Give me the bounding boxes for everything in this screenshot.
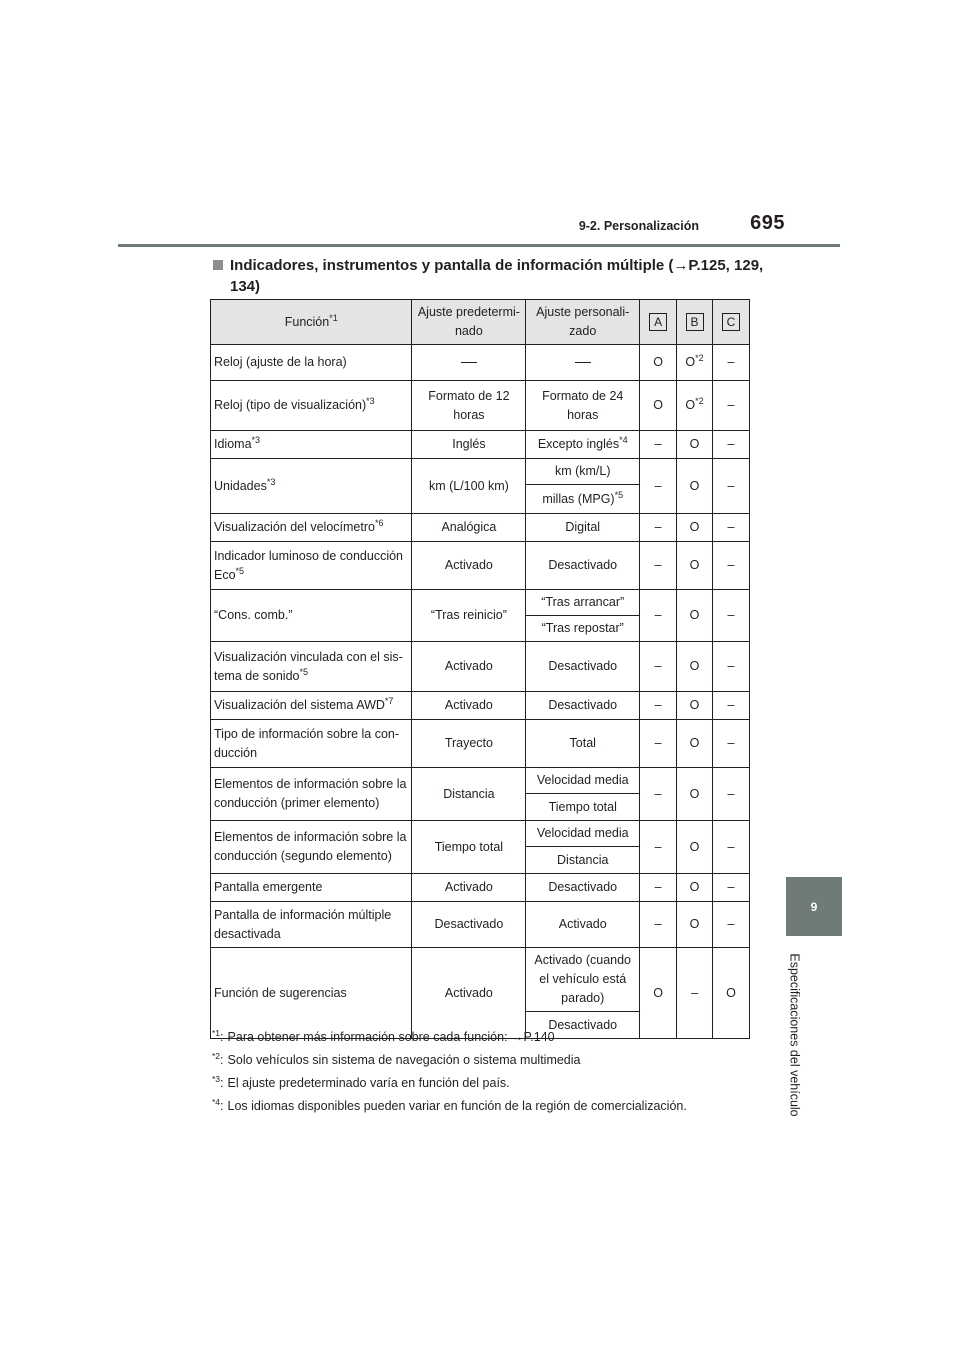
cell-a: O (640, 381, 677, 431)
header-custom: Ajuste personali- zado (526, 300, 640, 345)
cell-function: Visualización vinculada con el sis- tema de sonido$^{*5}$ (211, 642, 412, 692)
table-row (211, 642, 750, 692)
header-function: Función$^{*1}$ (211, 300, 412, 345)
cell-custom: Desactivado (526, 692, 640, 720)
cell-c: – (713, 821, 750, 874)
page-number: 695 (750, 212, 785, 234)
cell-c: – (713, 692, 750, 720)
cell-default: Tiempo total (412, 821, 526, 874)
cell-function: Visualización del velocímetro$^{*6}$ (211, 514, 412, 542)
cell-c: – (713, 345, 750, 381)
cell-b: O (677, 821, 713, 874)
cell-c: – (713, 874, 750, 902)
cell-function: Indicador luminoso de conducción Eco$^{*5}$ (211, 542, 412, 590)
cell-a: – (640, 590, 677, 642)
cell-c: – (713, 431, 750, 459)
table-row (211, 542, 750, 590)
cell-default: “Tras reinicio” (412, 590, 526, 642)
cell-c: O (713, 948, 750, 1039)
cell-b: $O^{*2}$ (677, 345, 713, 381)
cell-c: – (713, 459, 750, 514)
table-row (211, 590, 750, 616)
header-b: B (677, 300, 713, 345)
cell-default: Formato de 12 horas (412, 381, 526, 431)
cell-a: – (640, 768, 677, 821)
cell-c: – (713, 514, 750, 542)
cell-custom: km (km/L) (526, 459, 640, 485)
header-a: A (640, 300, 677, 345)
cell-b: O (677, 459, 713, 514)
cell-default: Activado (412, 692, 526, 720)
cell-b: O (677, 720, 713, 768)
cell-custom: “Tras arrancar” (526, 590, 640, 616)
chapter-title: Especificaciones del vehículo (788, 953, 803, 1117)
cell-custom: Digital (526, 514, 640, 542)
cell-custom: Velocidad media (526, 821, 640, 847)
cell-custom: Formato de 24 horas (526, 381, 640, 431)
cell-custom: Activado (526, 902, 640, 948)
cell-a: – (640, 720, 677, 768)
cell-custom: Desactivado (526, 642, 640, 692)
table-row (211, 902, 750, 948)
table-row (211, 431, 750, 459)
header-divider (118, 244, 840, 247)
cell-custom: Distancia (526, 847, 640, 874)
footnote: $^{*1}$: Para obtener más información sobre cada función: →P.140 (212, 1027, 555, 1044)
cell-custom: millas (MPG)$^{*5}$ (526, 485, 640, 514)
cell-c: – (713, 720, 750, 768)
table-row (211, 514, 750, 542)
cell-function: Pantalla de información múltiple desactivada (211, 902, 412, 948)
cell-function: Visualización del sistema AWD$^{*7}$ (211, 692, 412, 720)
cell-c: – (713, 642, 750, 692)
cell-b: O (677, 902, 713, 948)
cell-default: Activado (412, 874, 526, 902)
cell-b: $O^{*2}$ (677, 381, 713, 431)
table-row (211, 768, 750, 794)
cell-custom: Desactivado (526, 542, 640, 590)
cell-b: O (677, 542, 713, 590)
cell-function: Elementos de información sobre la conducción (primer elemento) (211, 768, 412, 821)
cell-custom: Tiempo total (526, 794, 640, 821)
table-row (211, 874, 750, 902)
dash-line-icon (461, 362, 477, 363)
section-heading (213, 255, 773, 297)
table-row (211, 459, 750, 485)
cell-a: – (640, 874, 677, 902)
cell-custom: Desactivado (526, 874, 640, 902)
cell-c: – (713, 590, 750, 642)
cell-a: – (640, 821, 677, 874)
cell-a: – (640, 542, 677, 590)
cell-function: Tipo de información sobre la con- ducción (211, 720, 412, 768)
cell-b: O (677, 874, 713, 902)
cell-function: Unidades$^{*3}$ (211, 459, 412, 514)
cell-function: Reloj (ajuste de la hora) (211, 345, 412, 381)
dash-line-icon (575, 362, 591, 363)
chapter-title-vertical (775, 944, 815, 1126)
cell-a: – (640, 459, 677, 514)
section-heading-text: Indicadores, instrumentos y pantalla de información múltiple (→P.125, 129, 134) (230, 257, 764, 295)
cell-a: O (640, 345, 677, 381)
cell-default: km (L/100 km) (412, 459, 526, 514)
square-bullet-icon (213, 260, 223, 270)
cell-function: Idioma$^{*3}$ (211, 431, 412, 459)
settings-table (210, 299, 750, 1039)
cell-default: Inglés (412, 431, 526, 459)
cell-c: – (713, 381, 750, 431)
cell-b: O (677, 768, 713, 821)
cell-custom: Activado (cuando el vehículo está parado) (526, 948, 640, 1012)
cell-custom (526, 345, 640, 381)
cell-b: O (677, 692, 713, 720)
cell-custom: Total (526, 720, 640, 768)
cell-a: – (640, 514, 677, 542)
cell-c: – (713, 902, 750, 948)
cell-a: – (640, 692, 677, 720)
cell-custom: Excepto inglés$^{*4}$ (526, 431, 640, 459)
cell-default: Desactivado (412, 902, 526, 948)
cell-b: – (677, 948, 713, 1039)
cell-function: Elementos de información sobre la conducción (segundo elemento) (211, 821, 412, 874)
table-row (211, 381, 750, 431)
footnote: $^{*3}$: El ajuste predeterminado varía en función del país. (212, 1073, 510, 1090)
footnote: $^{*2}$: Solo vehículos sin sistema de navegación o sistema multimedia (212, 1050, 581, 1067)
cell-default: Activado (412, 642, 526, 692)
cell-a: – (640, 642, 677, 692)
cell-function: Función de sugerencias (211, 948, 412, 1039)
cell-b: O (677, 514, 713, 542)
section-header: 9-2. Personalización (578, 219, 699, 233)
cell-c: – (713, 542, 750, 590)
cell-a: O (640, 948, 677, 1039)
cell-default: Analógica (412, 514, 526, 542)
cell-custom: Velocidad media (526, 768, 640, 794)
footnotes (212, 1026, 772, 1118)
cell-function: “Cons. comb.” (211, 590, 412, 642)
cell-function: Reloj (tipo de visualización)$^{*3}$ (211, 381, 412, 431)
cell-a: – (640, 431, 677, 459)
cell-a: – (640, 902, 677, 948)
cell-c: – (713, 768, 750, 821)
table-row (211, 948, 750, 1012)
header-c: C (713, 300, 750, 345)
table-row (211, 345, 750, 381)
chapter-number: 9 (810, 899, 818, 914)
cell-custom: Desactivado (526, 1012, 640, 1039)
table-row (211, 720, 750, 768)
table-row (211, 692, 750, 720)
cell-default: Activado (412, 542, 526, 590)
cell-default (412, 345, 526, 381)
cell-custom: “Tras repostar” (526, 616, 640, 642)
footnote: $^{*4}$: Los idiomas disponibles pueden variar en función de la región de comercialización. (212, 1096, 687, 1113)
cell-b: O (677, 590, 713, 642)
header-default: Ajuste predetermi- nado (412, 300, 526, 345)
cell-b: O (677, 431, 713, 459)
table-row (211, 821, 750, 847)
cell-default: Trayecto (412, 720, 526, 768)
cell-default: Activado (412, 948, 526, 1039)
cell-b: O (677, 642, 713, 692)
cell-default: Distancia (412, 768, 526, 821)
cell-function: Pantalla emergente (211, 874, 412, 902)
table-header-row (211, 300, 750, 345)
chapter-tab[interactable] (786, 877, 842, 936)
